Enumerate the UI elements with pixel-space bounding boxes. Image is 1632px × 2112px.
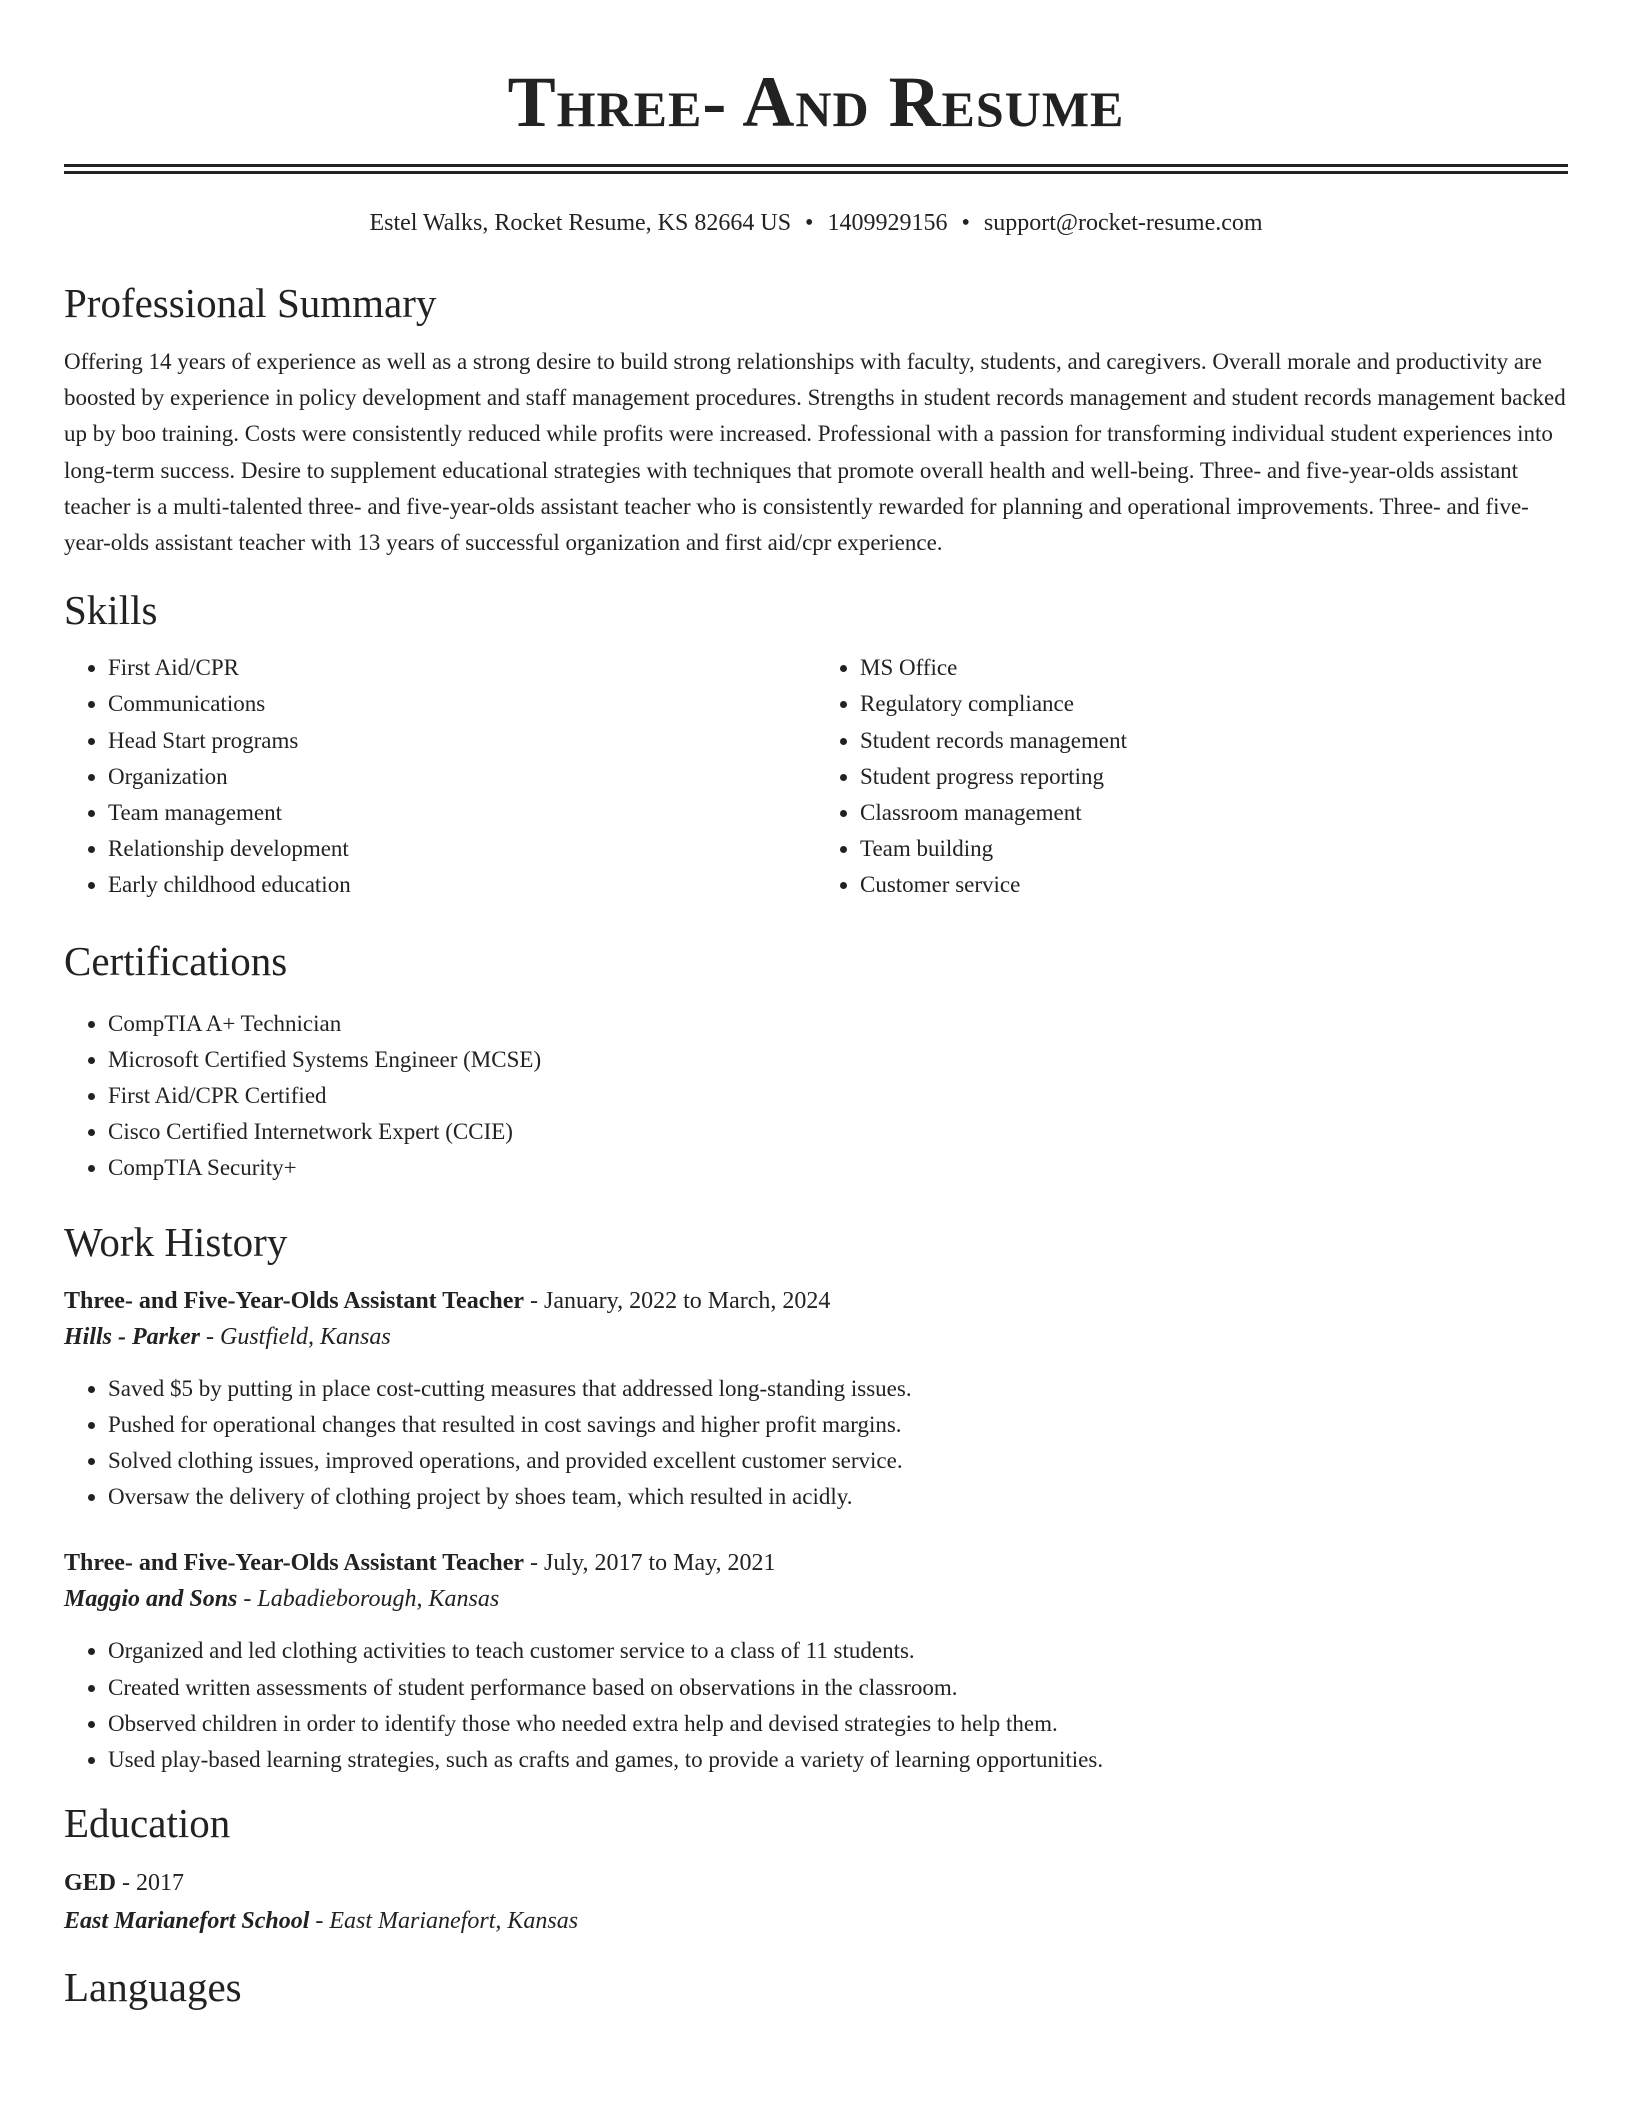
certifications-heading: Certifications bbox=[64, 937, 288, 984]
resume-title: Three- And Resume bbox=[507, 62, 1125, 142]
skill-item: • Team building bbox=[860, 831, 1568, 867]
summary-heading: Professional Summary bbox=[64, 280, 437, 326]
skills-section bbox=[64, 585, 1568, 903]
skill-item: • Head Start programs bbox=[108, 723, 816, 759]
certification-item: • First Aid/CPR Certified bbox=[108, 1078, 1568, 1114]
certification-item: • Cisco Certified Internetwork Expert (CCIE) bbox=[108, 1114, 1568, 1150]
work-history-section bbox=[64, 1217, 1568, 1779]
education-section bbox=[64, 1798, 1568, 1940]
languages-section bbox=[64, 1962, 1568, 2012]
job-title-line bbox=[64, 1283, 1568, 1319]
job-bullets bbox=[64, 1371, 1568, 1516]
skill-item: • MS Office bbox=[860, 650, 1568, 686]
skill-item: • Customer service bbox=[860, 867, 1568, 903]
contact-email: support@rocket-resume.com bbox=[983, 210, 1263, 236]
job-bullet: • Solved clothing issues, improved operations, and provided excellent customer service. bbox=[108, 1443, 1568, 1479]
summary-text: Offering 14 years of experience as well as a strong desire to build strong relationships with faculty, students, and caregivers. Overall morale and productivity are boosted by experience in policy development and staff management procedures. Strengths in student records management and student records management backed up by boo training. Costs were consistently reduced while profits were increased. Professional with a passion for transforming individual student experiences into long-term success. Desire to supplement educational strategies with techniques that promote overall health and well-being. Three- and five-year-olds assistant teacher is a multi-talented three- and five-year-olds assistant teacher who is consistently rewarded for planning and operational improvements. Three- and five-year-olds assistant teacher with 13 years of successful organization and first aid/cpr experience. bbox=[64, 349, 1566, 556]
title-divider bbox=[64, 164, 1568, 174]
contact-phone: 1409929156 bbox=[827, 210, 948, 236]
summary-section bbox=[64, 278, 1568, 561]
skill-item: • Classroom management bbox=[860, 795, 1568, 831]
contact-separator: • bbox=[805, 210, 814, 236]
job-bullet: • Oversaw the delivery of clothing project by shoes team, which resulted in acidly. bbox=[108, 1479, 1568, 1515]
education-school-line bbox=[64, 1902, 1568, 1940]
job-bullet: • Used play-based learning strategies, such as crafts and games, to provide a variety of learning opportunities. bbox=[108, 1742, 1568, 1778]
job-dates: - January, 2022 to March, 2024 bbox=[524, 1287, 831, 1314]
job-bullet: • Saved $5 by putting in place cost-cutting measures that addressed long-standing issues. bbox=[108, 1371, 1568, 1407]
job-dates: - July, 2017 to May, 2021 bbox=[524, 1550, 776, 1577]
job-location: - Labadieborough, Kansas bbox=[237, 1586, 500, 1613]
certifications-list bbox=[64, 1006, 1568, 1187]
skill-item: • First Aid/CPR bbox=[108, 650, 816, 686]
job-company: Maggio and Sons bbox=[64, 1586, 238, 1613]
job-bullet: • Observed children in order to identify those who needed extra help and devised strategies to help them. bbox=[108, 1706, 1568, 1742]
job-bullet: • Organized and led clothing activities to teach customer service to a class of 11 students. bbox=[108, 1633, 1568, 1669]
work-history-heading: Work History bbox=[64, 1218, 288, 1265]
languages-heading: Languages bbox=[64, 1964, 242, 2011]
skills-grid bbox=[64, 650, 1568, 903]
certifications-section bbox=[64, 936, 1568, 1187]
job-company-line bbox=[64, 1581, 1568, 1617]
job-title: Three- and Five-Year-Olds Assistant Teacher bbox=[64, 1550, 524, 1577]
skill-item: • Student progress reporting bbox=[860, 759, 1568, 795]
job-bullet: • Created written assessments of student performance based on observations in the classroom. bbox=[108, 1670, 1568, 1706]
contact-separator: • bbox=[961, 210, 970, 236]
job-bullet: • Pushed for operational changes that resulted in cost savings and higher profit margins. bbox=[108, 1407, 1568, 1443]
education-degree-line bbox=[64, 1864, 1568, 1902]
education-location: - East Marianefort, Kansas bbox=[309, 1908, 579, 1935]
skills-right-list bbox=[816, 650, 1568, 903]
skill-item: • Early childhood education bbox=[108, 867, 816, 903]
skill-item: • Regulatory compliance bbox=[860, 686, 1568, 722]
education-heading: Education bbox=[64, 1800, 231, 1847]
job-title-line bbox=[64, 1545, 1568, 1581]
job-company-line bbox=[64, 1319, 1568, 1355]
contact-line bbox=[64, 208, 1568, 238]
skill-item: • Communications bbox=[108, 686, 816, 722]
job-bullets bbox=[64, 1633, 1568, 1778]
education-degree: GED bbox=[64, 1870, 117, 1897]
job-entry bbox=[64, 1283, 1568, 1516]
job-title: Three- and Five-Year-Olds Assistant Teacher bbox=[64, 1287, 524, 1314]
job-entry bbox=[64, 1545, 1568, 1778]
contact-address: Estel Walks, Rocket Resume, KS 82664 US bbox=[369, 210, 792, 236]
job-company: Hills - Parker bbox=[64, 1323, 200, 1350]
skills-heading: Skills bbox=[64, 587, 158, 634]
certification-item: • Microsoft Certified Systems Engineer (MCSE) bbox=[108, 1042, 1568, 1078]
skill-item: • Organization bbox=[108, 759, 816, 795]
education-year: - 2017 bbox=[116, 1870, 185, 1897]
education-school: East Marianefort School bbox=[64, 1908, 310, 1935]
certification-item: • CompTIA Security+ bbox=[108, 1150, 1568, 1186]
skill-item: • Relationship development bbox=[108, 831, 816, 867]
skills-left-list bbox=[64, 650, 816, 903]
education-entry bbox=[64, 1864, 1568, 1940]
skill-item: • Team management bbox=[108, 795, 816, 831]
job-location: - Gustfield, Kansas bbox=[200, 1323, 391, 1350]
skill-item: • Student records management bbox=[860, 723, 1568, 759]
certification-item: • CompTIA A+ Technician bbox=[108, 1006, 1568, 1042]
